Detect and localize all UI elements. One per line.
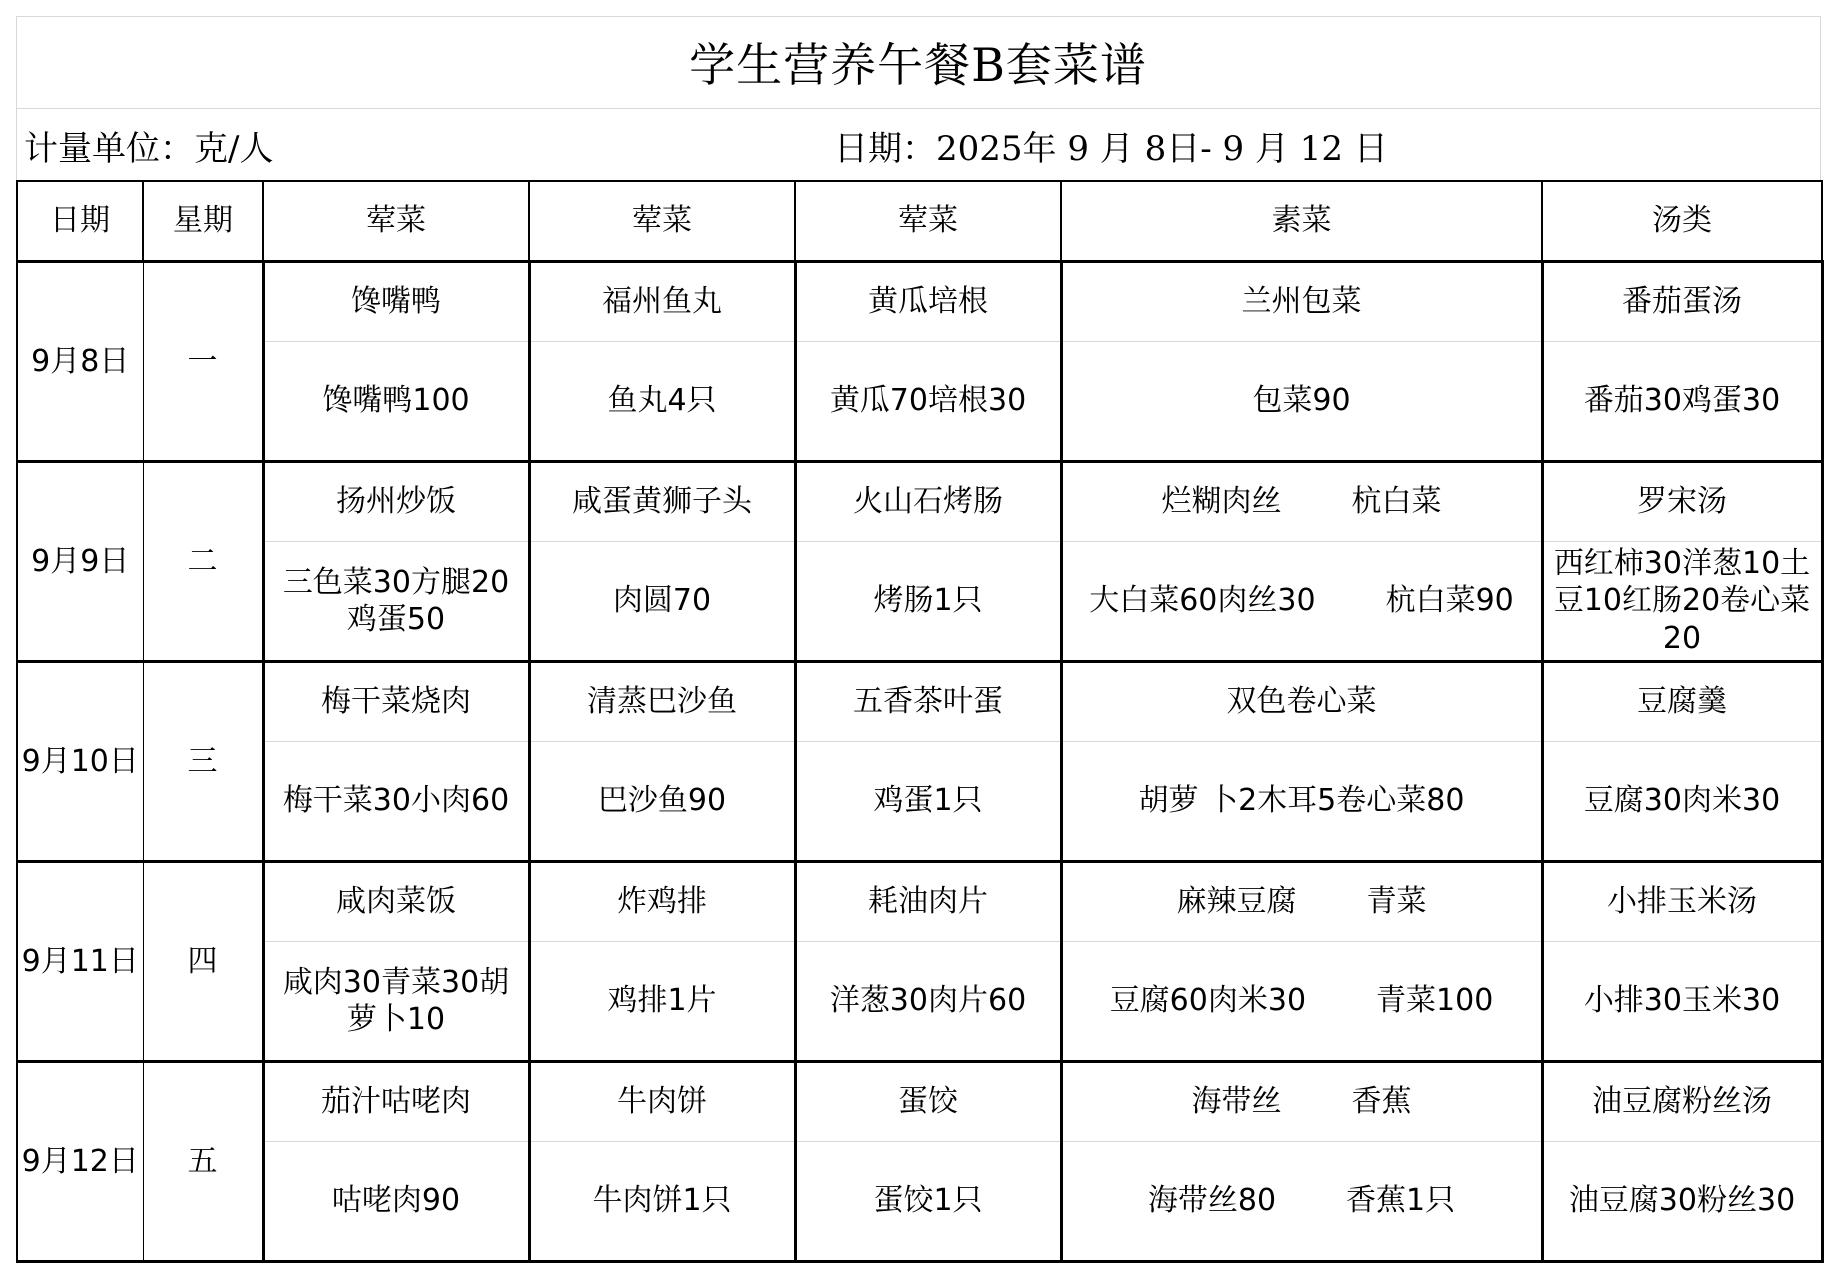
- dish-name: 火山石烤肠: [795, 462, 1061, 542]
- veg-amount-text: 包菜90: [1252, 383, 1351, 419]
- table-row: [17, 1142, 1822, 1262]
- page-title: 学生营养午餐B套菜谱: [689, 38, 1147, 92]
- dish-amount: 馋嘴鸭100: [263, 342, 529, 462]
- weekday-cell: 五: [143, 1062, 263, 1262]
- veg-amount-text: 香蕉1只: [1346, 1183, 1456, 1219]
- soup-amount: 油豆腐30粉丝30: [1542, 1142, 1822, 1262]
- date-cell: 9月9日: [17, 462, 143, 662]
- header-meat-3: 荤菜: [795, 181, 1061, 262]
- table-row: [17, 1062, 1822, 1142]
- soup-amount: 豆腐30肉米30: [1542, 742, 1822, 862]
- table-row: [17, 662, 1822, 742]
- dish-amount: 梅干菜30小肉60: [263, 742, 529, 862]
- weekday-cell: 二: [143, 462, 263, 662]
- dish-amount-text: 三色菜30方腿20鸡蛋50: [282, 564, 510, 637]
- veg-amount: [1061, 1142, 1542, 1262]
- soup-name: 番茄蛋汤: [1542, 262, 1822, 342]
- weekday-cell: 四: [143, 862, 263, 1062]
- soup-amount: 小排30玉米30: [1542, 942, 1822, 1062]
- grid-line: [16, 108, 1820, 109]
- dish-name: 扬州炒饭: [263, 462, 529, 542]
- header-row: [17, 181, 1822, 262]
- table-row: [17, 542, 1822, 662]
- veg-amount-text: 大白菜60肉丝30: [1089, 583, 1316, 619]
- table-row: [17, 462, 1822, 542]
- veg-amount-text: 胡萝 卜2木耳5卷心菜80: [1138, 783, 1465, 819]
- dish-amount: [263, 542, 529, 662]
- dish-amount: 洋葱30肉片60: [795, 942, 1061, 1062]
- header-meat-1: 荤菜: [263, 181, 529, 262]
- dish-name: 茄汁咕咾肉: [263, 1062, 529, 1142]
- dish-name: 五香茶叶蛋: [795, 662, 1061, 742]
- soup-amount: 番茄30鸡蛋30: [1542, 342, 1822, 462]
- veg-dish-name: [1061, 862, 1542, 942]
- header-vegetable: 素菜: [1061, 181, 1542, 262]
- table-row: [17, 862, 1822, 942]
- dish-amount: 烤肠1只: [795, 542, 1061, 662]
- veg-amount: [1061, 342, 1542, 462]
- dish-amount: 鸡排1片: [529, 942, 795, 1062]
- weekday-cell: 三: [143, 662, 263, 862]
- dish-amount: 鸡蛋1只: [795, 742, 1061, 862]
- veg-dish-name: [1061, 462, 1542, 542]
- unit-label: 计量单位：克/人: [24, 128, 274, 169]
- veg-dish-name-text: 海带丝: [1191, 1084, 1282, 1120]
- dish-name: 耗油肉片: [795, 862, 1061, 942]
- date-cell: 9月12日: [17, 1062, 143, 1262]
- table-row: [17, 342, 1822, 462]
- veg-amount-text: 杭白菜90: [1385, 583, 1514, 619]
- soup-name: 油豆腐粉丝汤: [1542, 1062, 1822, 1142]
- dish-name: 黄瓜培根: [795, 262, 1061, 342]
- dish-amount: 咕咾肉90: [263, 1142, 529, 1262]
- table-row: [17, 742, 1822, 862]
- veg-dish-name-text: 青菜: [1366, 884, 1427, 920]
- header-weekday: 星期: [143, 181, 263, 262]
- soup-name: 小排玉米汤: [1542, 862, 1822, 942]
- veg-dish-name: [1061, 262, 1542, 342]
- dish-name: 蛋饺: [795, 1062, 1061, 1142]
- table-row: [17, 262, 1822, 342]
- dish-name: 馋嘴鸭: [263, 262, 529, 342]
- veg-dish-name: [1061, 662, 1542, 742]
- dish-name: 梅干菜烧肉: [263, 662, 529, 742]
- veg-dish-name: [1061, 1062, 1542, 1142]
- dish-amount: 巴沙鱼90: [529, 742, 795, 862]
- veg-dish-name-text: 烂糊肉丝: [1161, 484, 1282, 520]
- grid-line: [1820, 16, 1821, 182]
- veg-dish-name-text: 香蕉: [1351, 1084, 1412, 1120]
- date-cell: 9月10日: [17, 662, 143, 862]
- header-meat-2: 荤菜: [529, 181, 795, 262]
- dish-amount: 鱼丸4只: [529, 342, 795, 462]
- veg-dish-name-text: 兰州包菜: [1241, 284, 1362, 320]
- dish-name: 炸鸡排: [529, 862, 795, 942]
- dish-name: 清蒸巴沙鱼: [529, 662, 795, 742]
- veg-amount: [1061, 942, 1542, 1062]
- veg-amount: [1061, 742, 1542, 862]
- dish-amount: 牛肉饼1只: [529, 1142, 795, 1262]
- veg-amount-text: 豆腐60肉米30: [1109, 983, 1307, 1019]
- soup-name: 豆腐羹: [1542, 662, 1822, 742]
- table-row: [17, 942, 1822, 1062]
- soup-amount-text: 西红柿30洋葱10土豆10红肠20卷心菜20: [1553, 545, 1811, 656]
- dish-name: 咸肉菜饭: [263, 862, 529, 942]
- dish-name: 福州鱼丸: [529, 262, 795, 342]
- soup-name: 罗宋汤: [1542, 462, 1822, 542]
- dish-amount: 肉圆70: [529, 542, 795, 662]
- dish-name: 牛肉饼: [529, 1062, 795, 1142]
- veg-amount-text: 海带丝80: [1147, 1183, 1277, 1219]
- soup-amount: [1542, 542, 1822, 662]
- veg-dish-name-text: 麻辣豆腐: [1176, 884, 1297, 920]
- dish-name: 咸蛋黄狮子头: [529, 462, 795, 542]
- dish-amount: 黄瓜70培根30: [795, 342, 1061, 462]
- dish-amount: 蛋饺1只: [795, 1142, 1061, 1262]
- veg-dish-name-text: 双色卷心菜: [1226, 684, 1377, 720]
- weekday-cell: 一: [143, 262, 263, 462]
- dish-amount-text: 咸肉30青菜30胡萝卜10: [282, 964, 510, 1037]
- date-cell: 9月8日: [17, 262, 143, 462]
- dish-amount: [263, 942, 529, 1062]
- menu-table: [16, 180, 1824, 1263]
- veg-amount: [1061, 542, 1542, 662]
- header-date: 日期: [17, 181, 143, 262]
- header-soup: 汤类: [1542, 181, 1822, 262]
- date-cell: 9月11日: [17, 862, 143, 1062]
- date-range-label: 日期：2025年 9 月 8日- 9 月 12 日: [834, 128, 1388, 169]
- veg-dish-name-text: 杭白菜: [1351, 484, 1442, 520]
- veg-amount-text: 青菜100: [1376, 983, 1494, 1019]
